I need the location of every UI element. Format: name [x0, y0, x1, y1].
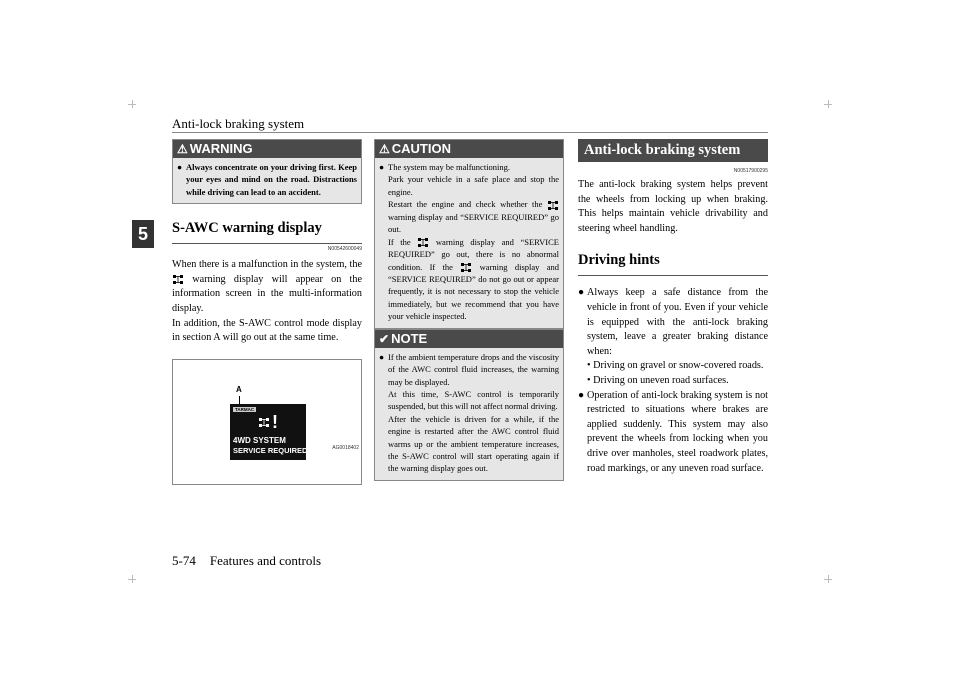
caution-banner: ⚠ CAUTION: [375, 140, 563, 158]
section-code: N00542600049: [327, 246, 362, 253]
right-column: [578, 139, 768, 476]
note-banner: ✔ NOTE: [375, 330, 563, 348]
crop-mark: [828, 100, 829, 108]
warning-box: [172, 139, 362, 204]
note-check-icon: ✔: [379, 331, 390, 346]
awc-warning-icon: [547, 200, 559, 211]
page-header-title: Anti-lock braking system: [172, 116, 305, 131]
awc-warning-icon: [417, 237, 429, 248]
figure-label-a: A: [236, 384, 242, 394]
middle-column: [374, 139, 564, 481]
filled-circle-icon: ●: [578, 287, 585, 299]
mode-display-tarmac: TARMAC: [235, 406, 255, 412]
list-item: ● Always keep a safe distance from the vehicle in front of you. Even if your vehicle is equipped with the anti-lock braking system, leave a greater braking distance when:: [578, 287, 768, 357]
awc-warning-icon: [172, 274, 184, 285]
note-box: [374, 329, 564, 481]
note-text: ● If the ambient temperature drops and the viscosity of the AWC control fluid increases, the warning may be displayed. At this time, S-AWC control is temporarily suspended, but this will not affect normal driving. After the vehicle is driven for a while, if the engine is restarted after the AWC control fluid warms up or the ambient temperature increases, the S-AWC control will start operating again if the warning display goes out.: [375, 348, 563, 480]
footer-section: Features and controls: [209, 553, 322, 568]
section-title-s-awc: S-AWC warning display: [172, 216, 362, 244]
section-title-abs: Anti-lock braking system: [578, 139, 768, 162]
abs-intro: The anti-lock braking system helps prevent the wheels from locking up when braking. This helps maintain vehicle drivability and steering wheel handling.: [578, 179, 768, 234]
list-sub-item: • Driving on gravel or snow-covered roads.: [587, 360, 764, 372]
caution-text: ● The system may be malfunctioning. Park your vehicle in a safe place and stop the engine. Restart the engine and check whether the warning display and “SERVICE REQUIRED” go out. If the warning display and “SERVICE REQUIRED” go out, there is no abnormal condition. If the warning display and “SERVICE REQUIRED” do not go out or appear frequently, it is not necessary to stop the vehicle immediately, but we recommend that you have your vehicle inspected.: [375, 158, 563, 328]
awc-display-figure: [172, 359, 362, 485]
figure-code: AG0018402: [332, 444, 359, 451]
filled-circle-icon: ●: [379, 351, 385, 362]
section-code: N00517900295: [733, 168, 768, 174]
filled-circle-icon: ●: [578, 389, 585, 401]
list-item: ● Operation of anti-lock braking system is not restricted to situations where brakes are applied suddenly. This system may also prevent the wheels from locking when you drive over manholes, steel roadwork plates, road markings, or any uneven road surface.: [578, 389, 768, 474]
awc-warning-icon: [460, 262, 472, 273]
page-number: 5-74: [172, 553, 196, 568]
warning-banner: ⚠ WARNING: [173, 140, 361, 158]
list-sub-item: • Driving on uneven road surfaces.: [587, 374, 729, 386]
left-column: [172, 139, 362, 485]
crop-mark: [132, 575, 133, 583]
header-rule: [172, 132, 768, 133]
warning-text: ● Always concentrate on your driving first. Keep your eyes and mind on the road. Distractions while driving can lead to an accident.: [173, 158, 361, 203]
filled-circle-icon: ●: [177, 162, 183, 172]
crop-mark: [132, 100, 133, 108]
caution-box: [374, 139, 564, 329]
awc-warning-icon: [258, 417, 270, 428]
warning-triangle-icon: ⚠: [379, 142, 390, 156]
page-footer: [172, 553, 321, 569]
crop-mark: [828, 575, 829, 583]
multi-information-display: [230, 404, 306, 460]
exclamation-icon: !: [272, 411, 278, 432]
chapter-tab: 5: [132, 220, 154, 248]
s-awc-body: When there is a malfunction in the system, the warning display will appear on the information screen in the multi-information display. In addition, the S-AWC control mode display in section A will go out at the same time.: [172, 259, 362, 344]
screen-line-2: SERVICE REQUIRED: [233, 445, 308, 455]
warning-triangle-icon: ⚠: [177, 142, 188, 156]
subsection-title-driving-hints: Driving hints: [578, 248, 768, 276]
filled-circle-icon: ●: [379, 162, 385, 172]
driving-hints-list: [578, 286, 768, 476]
screen-line-1: 4WD SYSTEM: [233, 435, 286, 445]
